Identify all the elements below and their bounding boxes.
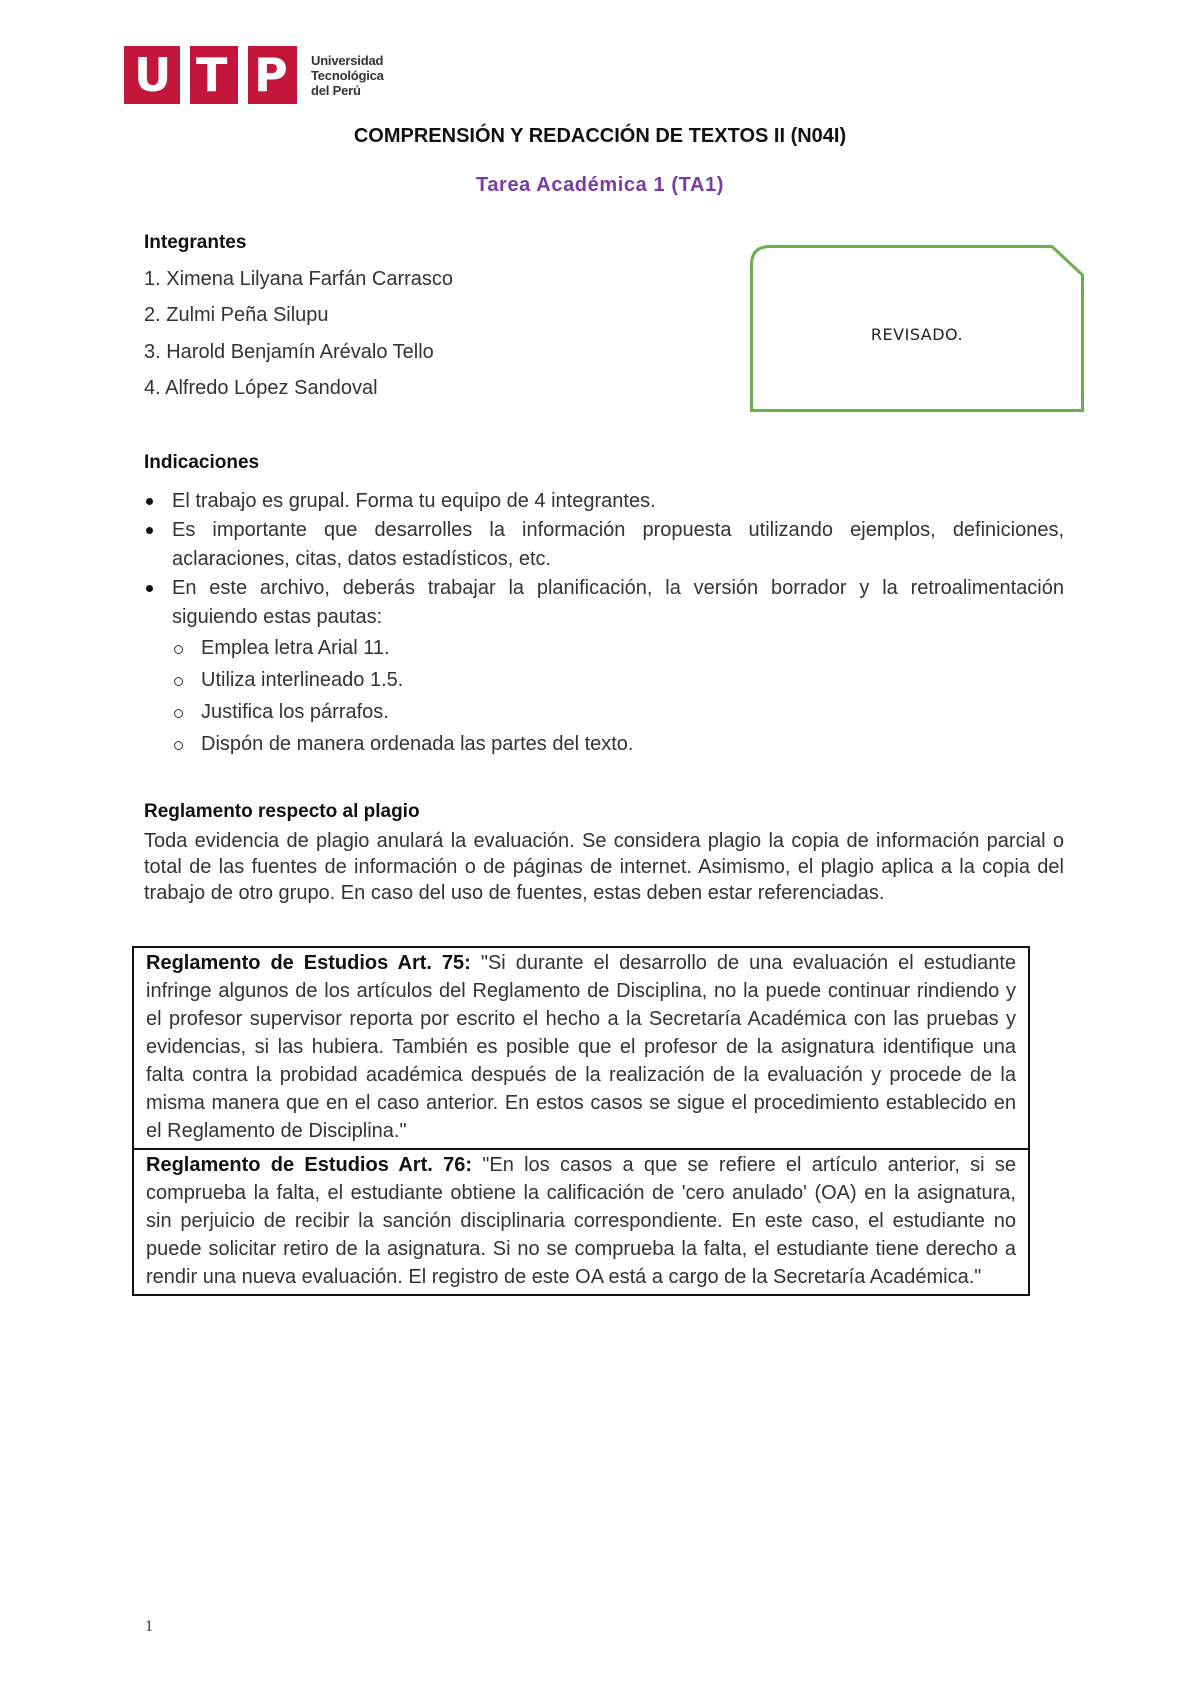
- bullet-icon: [146, 498, 153, 505]
- sub-list-item: [144, 728, 1064, 760]
- sub-list-item-text: Utiliza interlineado 1.5.: [201, 669, 404, 691]
- list-item: [144, 574, 1064, 632]
- member-item: 3. Harold Benjamín Arévalo Tello: [144, 341, 434, 363]
- circle-bullet-icon: [174, 741, 183, 750]
- sub-list-item: [144, 664, 1064, 696]
- plagio-heading: Reglamento respecto al plagio: [144, 801, 420, 822]
- logo-letter-u: U: [134, 48, 172, 102]
- logo-letter-t: T: [196, 48, 228, 102]
- wordmark-line: del Perú: [311, 82, 361, 98]
- list-item-text: Es importante que desarrolles la información propuesta utilizando ejemplos, definiciones, aclaraciones, citas, datos estadísticos, etc.: [172, 519, 1064, 570]
- task-title: Tarea Académica 1 (TA1): [476, 174, 724, 196]
- reglamento-text: "Si durante el desarrollo de una evaluación el estudiante infringe algunos de los artículos del Reglamento de Disciplina, no la puede continuar rindiendo y el profesor supervisor reporta por escrito el hecho a la Secretaría Académica con las pruebas y evidencias, si las hubiera. También es posible que el profesor de la asignatura identifique una falta contra la probidad académica después de la realización de la evaluación y procede de la misma manera que en el caso anterior. En estos casos se sigue el procedimiento establecido en el Reglamento de Disciplina.": [146, 952, 1016, 1142]
- sub-list-item: [144, 696, 1064, 728]
- indicaciones-list: [144, 487, 1064, 760]
- page-number: 1: [145, 1618, 153, 1635]
- list-item: [144, 487, 1064, 516]
- reglamento-table: [132, 946, 1030, 1296]
- sub-list-item-text: Justifica los párrafos.: [201, 701, 389, 723]
- member-item: 2. Zulmi Peña Silupu: [144, 304, 329, 326]
- bullet-icon: [146, 527, 153, 534]
- integrantes-heading: Integrantes: [144, 232, 247, 253]
- revisado-box: [750, 245, 1084, 412]
- circle-bullet-icon: [174, 709, 183, 718]
- list-item-text: El trabajo es grupal. Forma tu equipo de 4 integrantes.: [172, 490, 656, 512]
- reglamento-label: Reglamento de Estudios Art. 75:: [146, 952, 471, 974]
- utp-logo: [124, 46, 384, 104]
- reglamento-cell: [133, 947, 1029, 1149]
- circle-bullet-icon: [174, 677, 183, 686]
- plagio-paragraph: Toda evidencia de plagio anulará la evaluación. Se considera plagio la copia de información parcial o total de las fuentes de información o de páginas de internet. Asimismo, el plagio aplica a la copia del trabajo de otro grupo. En caso del uso de fuentes, estas deben estar referenciadas.: [144, 830, 1064, 904]
- bullet-icon: [146, 585, 153, 592]
- revisado-label: REVISADO.: [870, 325, 964, 344]
- utp-wordmark: [311, 53, 384, 98]
- circle-bullet-icon: [174, 645, 183, 654]
- list-item: [144, 516, 1064, 574]
- logo-separator: [238, 46, 248, 104]
- table-row: [133, 947, 1029, 1149]
- wordmark-line: Tecnológica: [311, 67, 384, 83]
- wordmark-line: Universidad: [311, 52, 384, 68]
- indicaciones-heading: Indicaciones: [144, 452, 260, 473]
- table-row: [133, 1149, 1029, 1295]
- course-title: COMPRENSIÓN Y REDACCIÓN DE TEXTOS II (N04I): [353, 125, 847, 147]
- utp-logo-mark: [124, 46, 297, 104]
- member-item: 4. Alfredo López Sandoval: [144, 377, 378, 399]
- reglamento-text: "En los casos a que se refiere el artículo anterior, si se comprueba la falta, el estudiante obtiene la calificación de 'cero anulado' (OA) en la asignatura, sin perjuicio de recibir la sanción disciplinaria correspondiente. En este caso, el estudiante no puede solicitar retiro de la asignatura. Si no se comprueba la falta, el estudiante tiene derecho a rendir una nueva evaluación. El registro de este OA está a cargo de la Secretaría Académica.": [146, 1154, 1016, 1288]
- sub-list-item-text: Emplea letra Arial 11.: [201, 637, 390, 659]
- logo-separator: [180, 46, 190, 104]
- logo-letter-p: P: [254, 48, 288, 102]
- sub-list-item: [144, 632, 1064, 664]
- reglamento-label: Reglamento de Estudios Art. 76:: [146, 1154, 472, 1176]
- list-item-text: En este archivo, deberás trabajar la planificación, la versión borrador y la retroalimentación siguiendo estas pautas:: [172, 577, 1064, 628]
- reglamento-cell: [133, 1149, 1029, 1295]
- sub-list-item-text: Dispón de manera ordenada las partes del texto.: [201, 733, 634, 755]
- member-item: 1. Ximena Lilyana Farfán Carrasco: [144, 268, 454, 290]
